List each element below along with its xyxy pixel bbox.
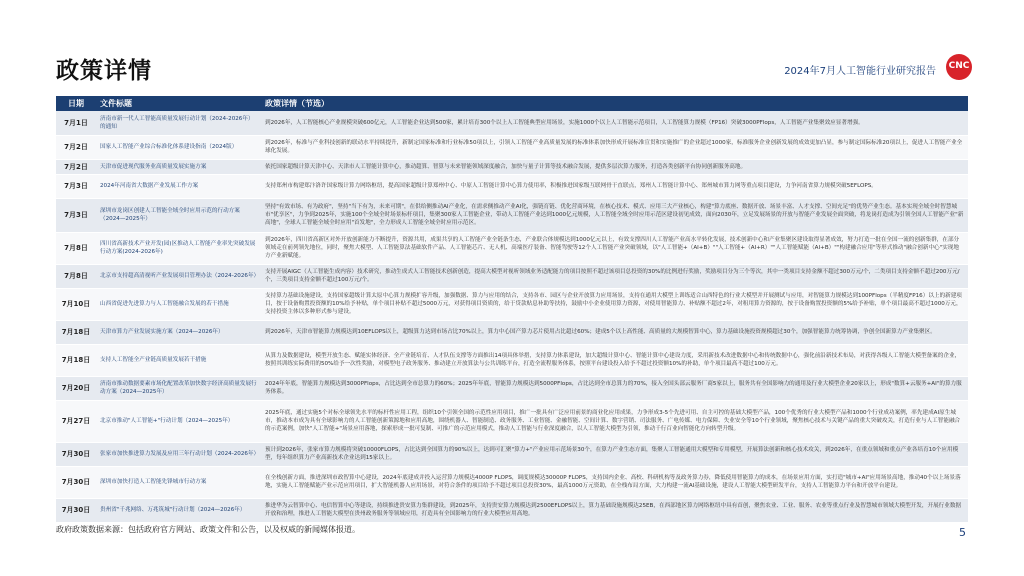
- table-row: [56, 376, 968, 400]
- row-detail: 支持郑州市构建郑汴洛许国家级计算力网络枢纽，提高国家超级计算郑州中心、中原人工智能计算中心算力使用率，积极推进国家级互联网骨干直联点，郑州人工智能计算中心、郑州城市算力网等重点项目建设，力争河南省算力规模突破5EFLOPS。: [261, 174, 968, 198]
- row-detail: 支持算力基础设施建设，支持国家超级计算太原中心算力规模扩容升级，加强数据、算力与应用的结合，支持各市、园区与企业开放算力应用场景，支持在通用大模型上训练适合山西特色的行业大模型并开展测试与应用，对智能算力规模达到100PFlops（半精度FP16）以上的新建项目，按于设备购置投资额的10%给予补贴，单个项目补贴不超过5000万元，对获得项目资质的，给于贷款贴息补助等扶持，鼓励中小企业使用算力资源，对使用智能算力、补贴额不超过2年，对租用算力资源的，按于设备购置投资额的5%给予补贴，单个项目最高不超过1000万元，支持投资主体以多种形式参与建设。: [261, 288, 968, 320]
- table-row: [56, 344, 968, 376]
- table-row: [56, 159, 968, 174]
- row-date: 7月3日: [56, 198, 96, 232]
- row-detail: 支持开展AIGC（人工智能生成内容）技术研究，推动生成式人工智能技术创新创造，提高大模型对视听领域业务适配能力的项目按照不超过该项目总投资的30%的比例进行奖励，奖励项目分为三个等次，其中一类项目支持金额不超过300万元/个，二类项目支持金额不超过200万元/个，三类项目支持金额不超过100万元/个。: [261, 264, 968, 288]
- row-title: 天津市促进现代服务业高质量发展实施方案: [96, 159, 261, 174]
- row-detail: 到2026年，四川省高新区对外开放创新能力不断提升，资源共用，成果共享的人工智能产业全链条生态，产业联合体规模达到1000亿元以上，有效支撑四川人工智能产业高水平转化发展，技术创新中心和产业集聚区建设取得显著成效，努力打造一批在全国一流的创新集群，在部分领域走在前列领先地位，同时，聚焦大模型、人工智能算法基础软件产品、人工智能芯片、无人机、高端医疗装备、智能驾驶等12个人工智能产业突破领域，以"人工智能+（AI+B）""人工智能+（AI+R）""人工智能赋能（AI+B）""构建融合应用"等形式推动"融合创新中心"实现地方产业新赋能。: [261, 232, 968, 264]
- row-title: 张家市加快推进算力发展及应用三年行动计划（2024-2026年）: [96, 442, 261, 466]
- row-title: 贵州省"千兆网络、万兆筑城"行动计划（2024—2026年）: [96, 498, 261, 522]
- row-title: 济南市推动数据要素市场化配置改革加快数字经济高质量发展行动方案（2024—2025年）: [96, 376, 261, 400]
- row-detail: 推进华为云智算中心、电信智算中心等建设，持续推进贵安算力集群建设，到2025年，支持贵安算力规模达到2500EFLOPS以上，算力基础设施规模达25EB，在西部地区算力网络枢纽中具有首创，聚焦农业、工业、服务、农业等重点行业及智慧城市领域大模型开发，开展行业数据开放和治理，推进人工智能大模型在贵州政务服务等领域应用，打造具有全国影响力的行业大模型应用高地。: [261, 498, 968, 522]
- report-title: 2024年7月人工智能行业研究报告: [784, 66, 936, 77]
- table-row: [56, 264, 968, 288]
- table-row: [56, 288, 968, 320]
- row-title: 山西省促进先进算力与人工智能融合发展的若干措施: [96, 288, 261, 320]
- source-footnote: 政府政策数据来源：包括政府官方网站、政策文件和公告，以及权威的新闻媒体报道。: [56, 525, 360, 534]
- row-detail: 2025年底，通过实施5个对标全球领先水平的标杆性应用工程，组织10个引领全国的示范性应用项目，推广一批具有广泛应用前景的商业化应用成果，力争形成3-5个先进可用、自主可控的基础大模型产品，100个优秀的行业大模型产品和1000个行业成功案例，率先建成AI原生城市，推动本市成为具有全球影响力的人工智能创新策源地和应用高地，围绕机器人、智能制造、政务服务、工业智能、金融智能、空间计算、数字营销、司法服务、广电传媒、电力保障、失业安全等10个行业领域，聚焦核心技术与关键产品的重大突破攻关，打造行业与人工智能融合的示范案例，加快"人工智能+"场景应用落地，探索形成一批可复制、可推广的示范应用模式，推动人工智能与行业深度融合，以人工智能大模型为引领，推动千行百业向智能化方向转型升级。: [261, 400, 968, 442]
- table-row: [56, 320, 968, 344]
- row-date: 7月8日: [56, 232, 96, 264]
- row-detail: 坚持"有效市场、有为政府"，坚持"当下有为，未来可期"，在供给侧推动AI产业化，在需求侧推动产业AI化，强链育链、优化营商环境，在核心技术、模式、应用三大产业核心，构建"算力底座、数据开放、场景丰富、人才支撑、空间充足"的优势产业生态。基本实现全域全时智慧城市"优享区"，力争到2025年，实施100个全域全时场景标杆项目，集聚300家人工智能企业，带动人工智能产业达到1000亿元规模，人工智能全域全时应用示范区建设初见成效，面向2030年，立足发展场景的开放与智能产业发展全面突破，将龙岗打造成为引领全国人工智能产业"新高地"，全球人工智能全域全时应用"首发地"，全力形成人工智能全域全时应用示范区。: [261, 198, 968, 232]
- header-date: 日期: [56, 96, 96, 111]
- table-row: [56, 135, 968, 159]
- row-title: 深圳市加快打造人工智能先锋城市行动方案: [96, 466, 261, 498]
- table-header-row: [56, 96, 968, 111]
- table-row: [56, 466, 968, 498]
- policy-table: [56, 96, 968, 523]
- table-row: [56, 198, 968, 232]
- row-title: 北京市推动"人工智能+"行动计划（2024—2025年）: [96, 400, 261, 442]
- row-detail: 依托国家超级计算天津中心、天津市人工智能计算中心，推动超算、智算与未来智能领域深度融合，加快与量子计算等技术融合发展，提供多层次算力服务，打造各类创新平台协同创新服务高地。: [261, 159, 968, 174]
- row-date: 7月18日: [56, 344, 96, 376]
- row-date: 7月20日: [56, 376, 96, 400]
- header-detail: 政策详情（节选）: [261, 96, 968, 111]
- logo: [946, 54, 972, 80]
- row-date: 7月27日: [56, 400, 96, 442]
- row-detail: 在全栈创新方面，推进深圳市政智算中心建设，2024年底建成并投入运营算力规模达4000P FLOPS，调度规模达30000P FLOPS，支持国内企业、高校、科研机构等及政务算力券，降低使用智能算力的成本，在场景应用方面，实打造"城市+AI"应用场景高地，推动40个以上场景落地，实施人工智能赋能产业示范应用项目，扩大智能机器人应用场景，对符合条件的项目给予不超过项目总投资30%，最高1000万元资助，在全栈布局方面，大力构建一流AI基础设施，建设人工智能大模型研发平台，支持人工智能算力平台和开放平台建设。: [261, 466, 968, 498]
- page-number: 5: [959, 526, 966, 539]
- row-title: 深圳市龙岗区创建人工智能全域全时应用示范的行动方案（2024—2025年）: [96, 198, 261, 232]
- row-date: 7月30日: [56, 442, 96, 466]
- row-title: 支持人工智能全产业链高质量发展若干措施: [96, 344, 261, 376]
- row-detail: 到2026年，标准与产业科技创新的联动水平持续提升，新制定国家标准和行业标准50项以上，引领人工智能产业高质量发展的标准体系加快形成开展标准宣贯和实施推广的企业超过1000家，标准服务企业创新发展的成效更加凸显，参与制定国际标准20项以上，促进人工智能产业全球化发展。: [261, 135, 968, 159]
- row-title: 天津市算力产业发展实施方案（2024—2026年）: [96, 320, 261, 344]
- row-date: 7月10日: [56, 288, 96, 320]
- row-detail: 到2026年，人工智能核心产业规模突破600亿元，人工智能企业达到500家，累计培育300个以上人工智能典型应用场景，实施1000个以上人工智能示范项目，人工智能算力规模（FP16）突破3000PFlops，人工智能产业集聚效应显著增强。: [261, 111, 968, 135]
- page-title: 政策详情: [56, 58, 152, 84]
- row-title: 济南市新一代人工智能高质量发展行动计划（2024-2026年）的通知: [96, 111, 261, 135]
- row-detail: 预计到2026年，张家市算力规模将突破10000FLOPS，占比达到全国算力的90%以上，达到可汇聚"算力+"产业应用示范场景30个，在算力产业生态方面，集聚人工智能通用大模型和专用模型，开展算法创新和核心技术攻关，到2026年，在重点领域和重点产业各培育10个应用模型，每年组织算力产业高新技术企业达到15家以上。: [261, 442, 968, 466]
- row-date: 7月2日: [56, 159, 96, 174]
- row-title: 国家人工智能产业综合标准化体系建设指南（2024版）: [96, 135, 261, 159]
- row-date: 7月30日: [56, 498, 96, 522]
- table-row: [56, 498, 968, 522]
- table-row: [56, 111, 968, 135]
- table-row: [56, 232, 968, 264]
- table-row: [56, 400, 968, 442]
- row-detail: 到2026年，天津市智能算力规模达到10EFLOPS以上，超级算力达到市场占比70%以上，算力中心国产算力芯片使用占比超过60%；建成5个以上高性能、高质量的大规模智算中心，算力基础设施投资规模超过30个，加强智能算力统筹协调，争创全国新算力产业集聚区。: [261, 320, 968, 344]
- row-detail: 从算力及数据建设，模型开放生态、赋能实体经济、全产业链培育、人才队伍支撑等方面推出14项具体举措，支持算力体系建设，加大超级计算中心、智能计算中心建设力度，采用新技术改进数据中心和传统数据中心，强化前沿新技术布局，对获得各级人工智能大模型备案的企业，按照其训练实际费用的50%给予一次性奖励，对模型电子政务服务、推动建立开放算法与公共训练平台，打造全流程服务体系，按照平台建设投入给予不超过投资额10%的补助，单个项目最高不超过100万元。: [261, 344, 968, 376]
- row-title: 四川省高新技术产业开发(园)区推动人工智能产业率先突破发展行动方案(2024-2026年): [96, 232, 261, 264]
- row-date: 7月1日: [56, 111, 96, 135]
- row-date: 7月18日: [56, 320, 96, 344]
- row-date: 7月8日: [56, 264, 96, 288]
- row-date: 7月2日: [56, 135, 96, 159]
- row-title: 北京市支持超高清视听产业发展项目管理办法（2024-2026年）: [96, 264, 261, 288]
- logo-text: CNC: [948, 61, 970, 71]
- row-date: 7月3日: [56, 174, 96, 198]
- row-detail: 2024年年底，智能算力规模达到3000PFlops，占比达到全市总算力的60%；2025年年底，智能算力规模达到5000PFlops，占比达到全市总算力的70%，接入全国头部云服务厂商5家以上，服务共有全国影响力的通用及行业大模型企业20家以上，形成"数算+云服务+AI"的算力服务体系。: [261, 376, 968, 400]
- row-date: 7月30日: [56, 466, 96, 498]
- table-row: [56, 442, 968, 466]
- table-row: [56, 174, 968, 198]
- row-title: 2024年河南省大数据产业发展工作方案: [96, 174, 261, 198]
- header-title: 文件标题: [96, 96, 261, 111]
